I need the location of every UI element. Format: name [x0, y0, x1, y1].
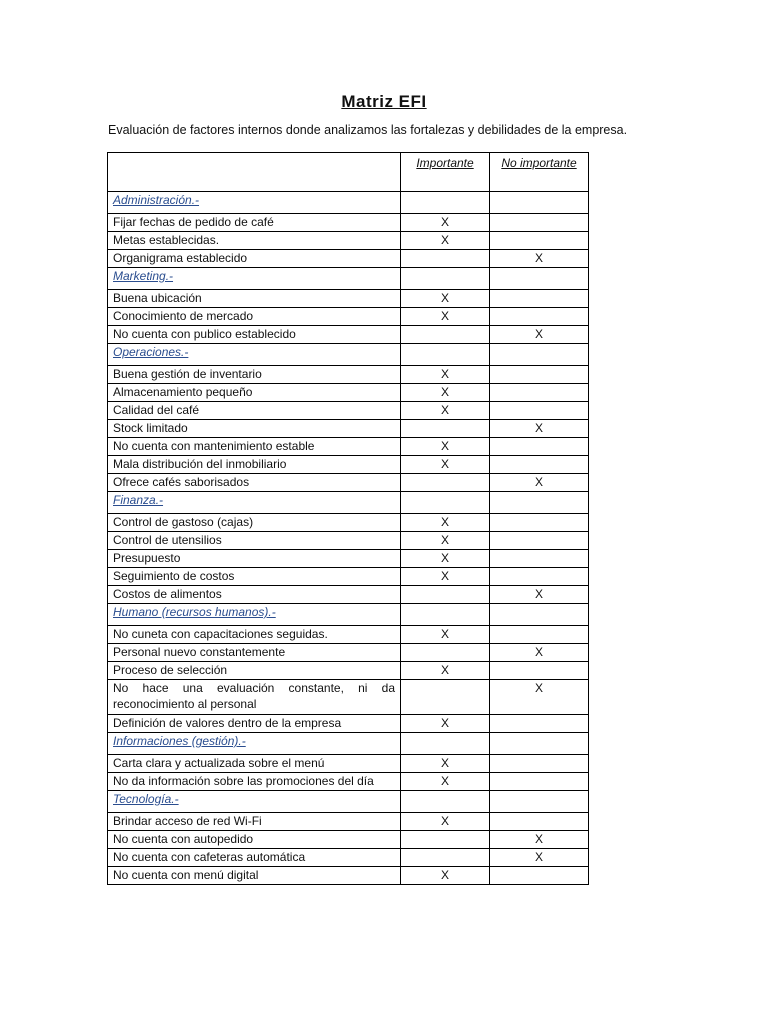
factor-cell: Definición de valores dentro de la empresa [108, 715, 401, 733]
factor-cell: Fijar fechas de pedido de café [108, 214, 401, 232]
factor-cell: Proceso de selección [108, 662, 401, 680]
important-mark: X [401, 550, 490, 568]
table-row [108, 626, 589, 644]
factor-cell: Buena ubicación [108, 290, 401, 308]
section-title: Operaciones.- [108, 344, 401, 366]
not-important-mark [490, 773, 589, 791]
not-important-mark [490, 867, 589, 885]
section-title: Informaciones (gestión).- [108, 733, 401, 755]
section-title: Tecnología.- [108, 791, 401, 813]
important-mark [401, 326, 490, 344]
not-important-mark: X [490, 474, 589, 492]
not-important-mark: X [490, 680, 589, 715]
important-mark [401, 680, 490, 715]
factor-cell: Mala distribución del inmobiliario [108, 456, 401, 474]
not-important-mark [490, 384, 589, 402]
factor-cell: No cuneta con capacitaciones seguidas. [108, 626, 401, 644]
important-mark: X [401, 290, 490, 308]
section-row [108, 733, 589, 755]
table-row [108, 849, 589, 867]
table-row [108, 420, 589, 438]
section-row [108, 192, 589, 214]
factor-cell: Carta clara y actualizada sobre el menú [108, 755, 401, 773]
factor-cell: Control de utensilios [108, 532, 401, 550]
important-mark [401, 474, 490, 492]
table-row [108, 402, 589, 420]
table-row [108, 813, 589, 831]
not-important-mark [490, 402, 589, 420]
not-important-mark [490, 214, 589, 232]
factor-cell: Brindar acceso de red Wi-Fi [108, 813, 401, 831]
header-factor-cell [108, 153, 401, 192]
important-mark: X [401, 402, 490, 420]
section-not-important-cell [490, 344, 589, 366]
not-important-mark [490, 532, 589, 550]
not-important-mark [490, 715, 589, 733]
not-important-mark: X [490, 644, 589, 662]
factor-cell: Personal nuevo constantemente [108, 644, 401, 662]
important-mark: X [401, 438, 490, 456]
table-row [108, 715, 589, 733]
not-important-mark [490, 232, 589, 250]
efi-table-body [108, 153, 589, 885]
factor-cell: Ofrece cafés saborisados [108, 474, 401, 492]
section-row [108, 492, 589, 514]
table-row [108, 680, 589, 715]
important-mark: X [401, 867, 490, 885]
section-not-important-cell [490, 791, 589, 813]
not-important-mark: X [490, 250, 589, 268]
table-row [108, 514, 589, 532]
section-not-important-cell [490, 604, 589, 626]
not-important-mark: X [490, 586, 589, 604]
important-mark: X [401, 366, 490, 384]
efi-matrix-table [107, 152, 589, 885]
not-important-mark [490, 438, 589, 456]
section-title: Marketing.- [108, 268, 401, 290]
section-important-cell [401, 492, 490, 514]
factor-cell: No cuenta con autopedido [108, 831, 401, 849]
factor-cell: Conocimiento de mercado [108, 308, 401, 326]
not-important-mark: X [490, 849, 589, 867]
important-mark [401, 831, 490, 849]
not-important-mark: X [490, 831, 589, 849]
not-important-mark: X [490, 420, 589, 438]
factor-cell: Calidad del café [108, 402, 401, 420]
table-row [108, 662, 589, 680]
factor-cell: Metas establecidas. [108, 232, 401, 250]
table-row [108, 474, 589, 492]
not-important-mark [490, 290, 589, 308]
important-mark: X [401, 456, 490, 474]
table-row [108, 214, 589, 232]
section-row [108, 268, 589, 290]
important-mark: X [401, 308, 490, 326]
table-row [108, 532, 589, 550]
section-important-cell [401, 268, 490, 290]
table-row [108, 290, 589, 308]
section-not-important-cell [490, 268, 589, 290]
table-row [108, 308, 589, 326]
important-mark [401, 849, 490, 867]
section-important-cell [401, 604, 490, 626]
factor-cell: No cuenta con menú digital [108, 867, 401, 885]
important-mark: X [401, 214, 490, 232]
important-mark [401, 586, 490, 604]
document-title: Matriz EFI [341, 92, 427, 111]
section-important-cell [401, 344, 490, 366]
section-important-cell [401, 791, 490, 813]
factor-cell: Almacenamiento pequeño [108, 384, 401, 402]
section-important-cell [401, 733, 490, 755]
not-important-mark [490, 662, 589, 680]
factor-cell: No cuenta con cafeteras automática [108, 849, 401, 867]
factor-cell: Presupuesto [108, 550, 401, 568]
factor-cell: No da información sobre las promociones del día [108, 773, 401, 791]
section-row [108, 604, 589, 626]
not-important-mark [490, 626, 589, 644]
header-important: Importante [401, 153, 490, 192]
not-important-mark [490, 308, 589, 326]
not-important-mark [490, 456, 589, 474]
important-mark [401, 250, 490, 268]
factor-cell: No hace una evaluación constante, ni da reconocimiento al personal [108, 680, 401, 715]
important-mark [401, 420, 490, 438]
table-row [108, 755, 589, 773]
factor-cell: Control de gastoso (cajas) [108, 514, 401, 532]
section-row [108, 344, 589, 366]
table-row [108, 831, 589, 849]
not-important-mark [490, 813, 589, 831]
factor-cell: Costos de alimentos [108, 586, 401, 604]
factor-cell: Seguimiento de costos [108, 568, 401, 586]
table-row [108, 384, 589, 402]
header-not-important: No importante [490, 153, 589, 192]
important-mark: X [401, 626, 490, 644]
factor-cell: Stock limitado [108, 420, 401, 438]
section-not-important-cell [490, 192, 589, 214]
important-mark [401, 644, 490, 662]
table-row [108, 456, 589, 474]
not-important-mark [490, 366, 589, 384]
section-not-important-cell [490, 492, 589, 514]
important-mark: X [401, 813, 490, 831]
important-mark: X [401, 232, 490, 250]
not-important-mark [490, 755, 589, 773]
not-important-mark: X [490, 326, 589, 344]
important-mark: X [401, 514, 490, 532]
table-row [108, 773, 589, 791]
table-row [108, 232, 589, 250]
important-mark: X [401, 384, 490, 402]
important-mark: X [401, 715, 490, 733]
table-row [108, 568, 589, 586]
section-not-important-cell [490, 733, 589, 755]
table-row [108, 867, 589, 885]
table-row [108, 366, 589, 384]
intro-paragraph: Evaluación de factores internos donde analizamos las fortalezas y debilidades de la empresa. [108, 123, 628, 137]
factor-cell: No cuenta con mantenimiento estable [108, 438, 401, 456]
not-important-mark [490, 568, 589, 586]
important-mark: X [401, 773, 490, 791]
table-header-row [108, 153, 589, 192]
not-important-mark [490, 514, 589, 532]
factor-cell: Organigrama establecido [108, 250, 401, 268]
not-important-mark [490, 550, 589, 568]
table-row [108, 250, 589, 268]
important-mark: X [401, 662, 490, 680]
section-title: Finanza.- [108, 492, 401, 514]
table-row [108, 586, 589, 604]
important-mark: X [401, 755, 490, 773]
table-row [108, 550, 589, 568]
important-mark: X [401, 532, 490, 550]
section-important-cell [401, 192, 490, 214]
section-title: Humano (recursos humanos).- [108, 604, 401, 626]
factor-cell: Buena gestión de inventario [108, 366, 401, 384]
table-row [108, 326, 589, 344]
factor-cell: No cuenta con publico establecido [108, 326, 401, 344]
section-row [108, 791, 589, 813]
table-row [108, 644, 589, 662]
section-title: Administración.- [108, 192, 401, 214]
table-row [108, 438, 589, 456]
important-mark: X [401, 568, 490, 586]
